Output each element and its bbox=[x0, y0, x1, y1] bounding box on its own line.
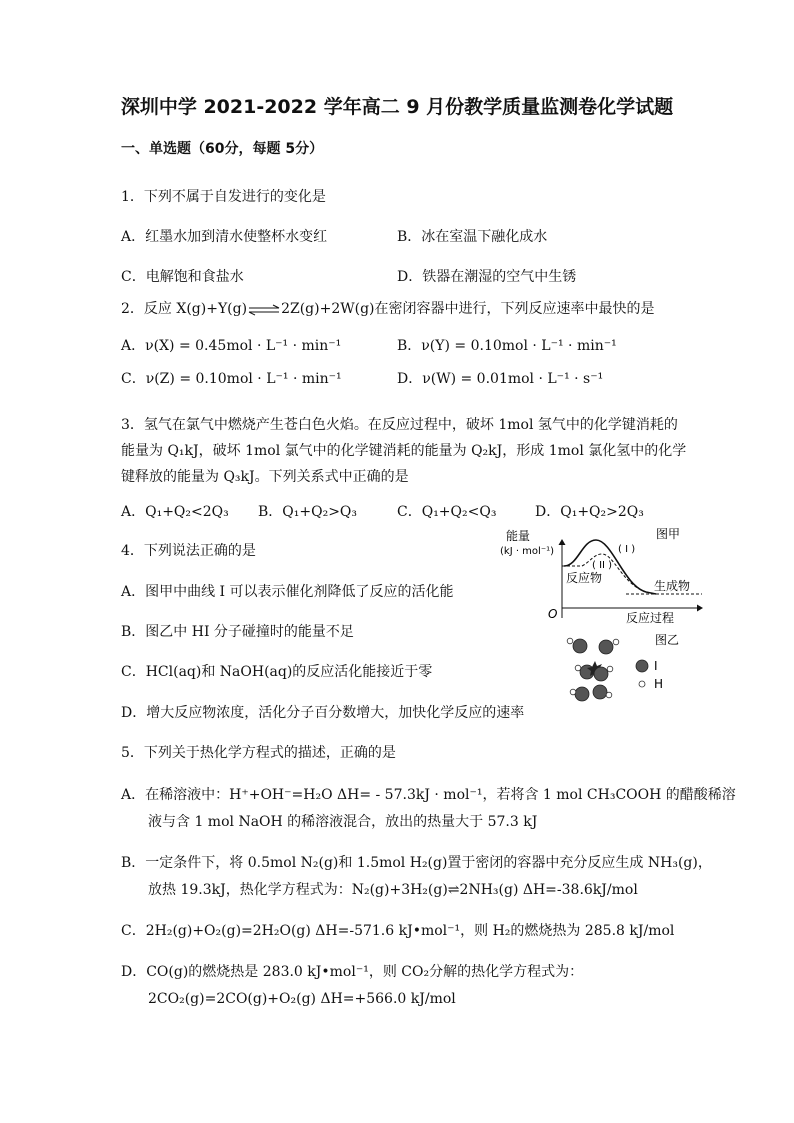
q4-option-b: B．图乙中 HI 分子碰撞时的能量不足 bbox=[121, 624, 354, 640]
q4-option-d: D．增大反应物浓度，活化分子百分数增大，加快化学反应的速率 bbox=[121, 705, 525, 721]
fig-yi-caption: 图乙 bbox=[655, 633, 680, 647]
q1-option-d: D．铁器在潮湿的空气中生锈 bbox=[397, 269, 577, 285]
hi-molecule bbox=[599, 639, 619, 654]
fig-jia-caption: 图甲 bbox=[656, 527, 681, 541]
legend-hydrogen-atom bbox=[639, 681, 645, 687]
q2-stem-pre: 2．反应 X(g)+Y(g) bbox=[121, 301, 248, 317]
q3-option-c: C．Q₁+Q₂<Q₃ bbox=[397, 504, 497, 520]
hi-molecule bbox=[567, 638, 587, 653]
q5-option-c: C．2H₂(g)+O₂(g)=2H₂O(g) ΔH=-571.6 kJ•mol⁻¹，则 H₂的燃烧热为 285.8 kJ/mol bbox=[121, 923, 675, 939]
q3-option-a: A．Q₁+Q₂<2Q₃ bbox=[121, 504, 229, 520]
fig-jia-curve-1-label: ( I ) bbox=[618, 544, 636, 555]
legend-iodine-atom bbox=[636, 660, 648, 672]
fig-jia-xlabel: 反应过程 bbox=[626, 611, 675, 624]
hi-molecule bbox=[570, 687, 589, 701]
legend-hydrogen-label: H bbox=[654, 677, 664, 691]
q2-option-a: A．ν(X) = 0.45mol · L⁻¹ · min⁻¹ bbox=[121, 338, 342, 354]
q1-option-b: B．冰在室温下融化成水 bbox=[397, 229, 548, 245]
page-title: 深圳中学 2021-2022 学年高二 9 月份教学质量监测卷化学试题 bbox=[120, 96, 674, 118]
fig-jia-reactant-label: 反应物 bbox=[566, 571, 603, 585]
q2-option-d: D．ν(W) = 0.01mol · L⁻¹ · s⁻¹ bbox=[397, 371, 604, 387]
q5-option-b-line-1: B．一定条件下，将 0.5mol N₂(g)和 1.5mol H₂(g)置于密闭的容器中充分反应生成 NH₃(g)， bbox=[121, 855, 712, 871]
fig-jia-ylabel-2: (kJ · mol⁻¹) bbox=[500, 546, 555, 557]
section-heading: 一、单选题（60分，每题 5分） bbox=[121, 141, 324, 157]
q3-line-3: 键释放的能量为 Q₃kJ。下列关系式中正确的是 bbox=[121, 469, 409, 485]
q5-option-b-line-2: 放热 19.3kJ，热化学方程式为：N₂(g)+3H₂(g)⇌2NH₃(g) ΔH=-38.6kJ/mol bbox=[148, 882, 638, 898]
q3-option-b: B．Q₁+Q₂>Q₃ bbox=[258, 504, 358, 520]
q5-option-a-line-1: A．在稀溶液中：H⁺+OH⁻=H₂O ΔH= - 57.3kJ · mol⁻¹，若将含 1 mol CH₃COOH 的醋酸稀溶 bbox=[121, 787, 736, 803]
hi-molecule bbox=[593, 685, 612, 699]
q5-stem: 5．下列关于热化学方程式的描述，正确的是 bbox=[121, 745, 396, 761]
q3-line-1: 3．氢气在氯气中燃烧产生苍白色火焰。在反应过程中，破坏 1mol 氢气中的化学键消耗的 bbox=[121, 417, 678, 433]
q5-option-d-line-2: 2CO₂(g)=2CO(g)+O₂(g) ΔH=+566.0 kJ/mol bbox=[148, 991, 456, 1007]
q1-option-c: C．电解饱和食盐水 bbox=[121, 269, 244, 285]
energy-diagram-figure bbox=[498, 526, 713, 624]
q4-stem: 4．下列说法正确的是 bbox=[121, 543, 256, 559]
q2-option-c: C．ν(Z) = 0.10mol · L⁻¹ · min⁻¹ bbox=[121, 371, 342, 387]
legend-iodine-label: I bbox=[654, 659, 658, 673]
fig-jia-origin: O bbox=[548, 607, 558, 621]
q4-option-c: C．HCl(aq)和 NaOH(aq)的反应活化能接近于零 bbox=[121, 664, 433, 680]
q1-stem: 1．下列不属于自发进行的变化是 bbox=[121, 189, 326, 205]
fig-jia-curve-2-label: ( II ) bbox=[592, 560, 613, 571]
equilibrium-arrow-icon bbox=[247, 303, 281, 315]
fig-jia-product-label: 生成物 bbox=[654, 579, 691, 593]
q4-option-a: A．图甲中曲线 I 可以表示催化剂降低了反应的活化能 bbox=[121, 584, 454, 600]
q2-stem-post: 2Z(g)+2W(g)在密闭容器中进行，下列反应速率中最快的是 bbox=[281, 301, 655, 317]
q3-line-2: 能量为 Q₁kJ，破坏 1mol 氯气中的化学键消耗的能量为 Q₂kJ，形成 1mol 氯化氢中的化学 bbox=[121, 443, 687, 459]
q1-option-a: A．红墨水加到清水使整杯水变红 bbox=[121, 229, 328, 245]
q2-stem bbox=[121, 300, 655, 318]
hi-molecule bbox=[594, 666, 613, 681]
hi-collision-figure bbox=[560, 628, 710, 708]
fig-jia-ylabel-1: 能量 bbox=[506, 529, 531, 543]
q5-option-a-line-2: 液与含 1 mol NaOH 的稀溶液混合，放出的热量大于 57.3 kJ bbox=[148, 814, 538, 830]
q3-option-d: D．Q₁+Q₂>2Q₃ bbox=[535, 504, 644, 520]
q5-option-d-line-1: D．CO(g)的燃烧热是 283.0 kJ•mol⁻¹，则 CO₂分解的热化学方程式为： bbox=[121, 964, 584, 980]
q2-option-b: B．ν(Y) = 0.10mol · L⁻¹ · min⁻¹ bbox=[397, 338, 617, 354]
